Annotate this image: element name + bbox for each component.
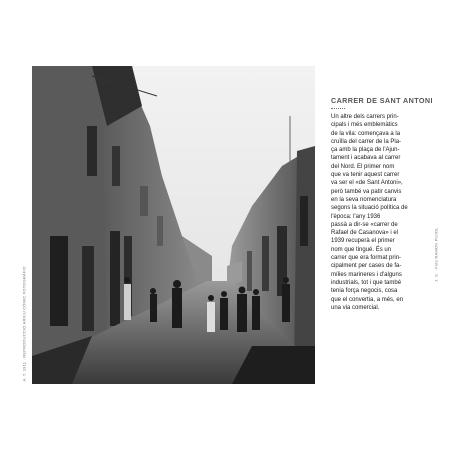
article-line: del Nord. El primer nom [331, 163, 395, 170]
article-line: cipals i més emblemàtics [331, 122, 398, 129]
article-line: industrials, tot i que també [331, 279, 402, 286]
article-line: va ser el «de Sant Antoni», [331, 180, 403, 187]
left-photo-credit [18, 66, 30, 384]
article-line: l'època: l'any 1936 [331, 213, 381, 220]
article-line: 1939 recuperà el primer [331, 238, 395, 245]
article-line: de la vila: començava a la [331, 130, 401, 137]
article-line: ça amb la plaça de l'Ajun- [331, 147, 400, 154]
article-line: tenia força negocis, cosa [331, 288, 398, 295]
article-line: passà a dir-se «carrer de [331, 221, 398, 228]
article-line: tament i acabava al carrer [331, 155, 401, 162]
right-credit-text: J. S. · Foto RAMON PUJOL [433, 227, 439, 282]
left-credit-text: A. T. 1911 · REPRODUCCIÓ ARXIU CÒMIC FOTOGRÀFIC [21, 266, 27, 382]
article-line: cipalment per cases de fa- [331, 263, 402, 270]
article-line: Un altre dels carrers prin- [331, 114, 399, 120]
street-photo-image [32, 66, 315, 384]
article-line: Rafael de Casanova» i el [331, 230, 399, 237]
article-line: que va tenir aquest carrer [331, 172, 400, 179]
article-title: CARRER DE SANT ANTONI [331, 96, 433, 105]
title-divider [331, 108, 345, 109]
article-line: una via comercial. [331, 304, 380, 311]
street-photograph [32, 66, 315, 384]
article-body [331, 113, 427, 312]
article-line: en la seva nomenclatura [331, 196, 397, 203]
article-line: segons la situació política de [331, 205, 408, 212]
article-line: cruïlla del carrer de la Pla- [331, 138, 402, 145]
article-line: però també va patir canvis [331, 188, 402, 195]
article-line: mílies marineres i d'alguns [331, 271, 402, 278]
article-line: que el convertia, a més, en [331, 296, 404, 303]
article-line: nom que tingué. És un [331, 246, 392, 253]
article-line: carrer que era format prin- [331, 255, 402, 262]
right-photo-credit [430, 227, 442, 380]
article-text-column [331, 96, 433, 312]
